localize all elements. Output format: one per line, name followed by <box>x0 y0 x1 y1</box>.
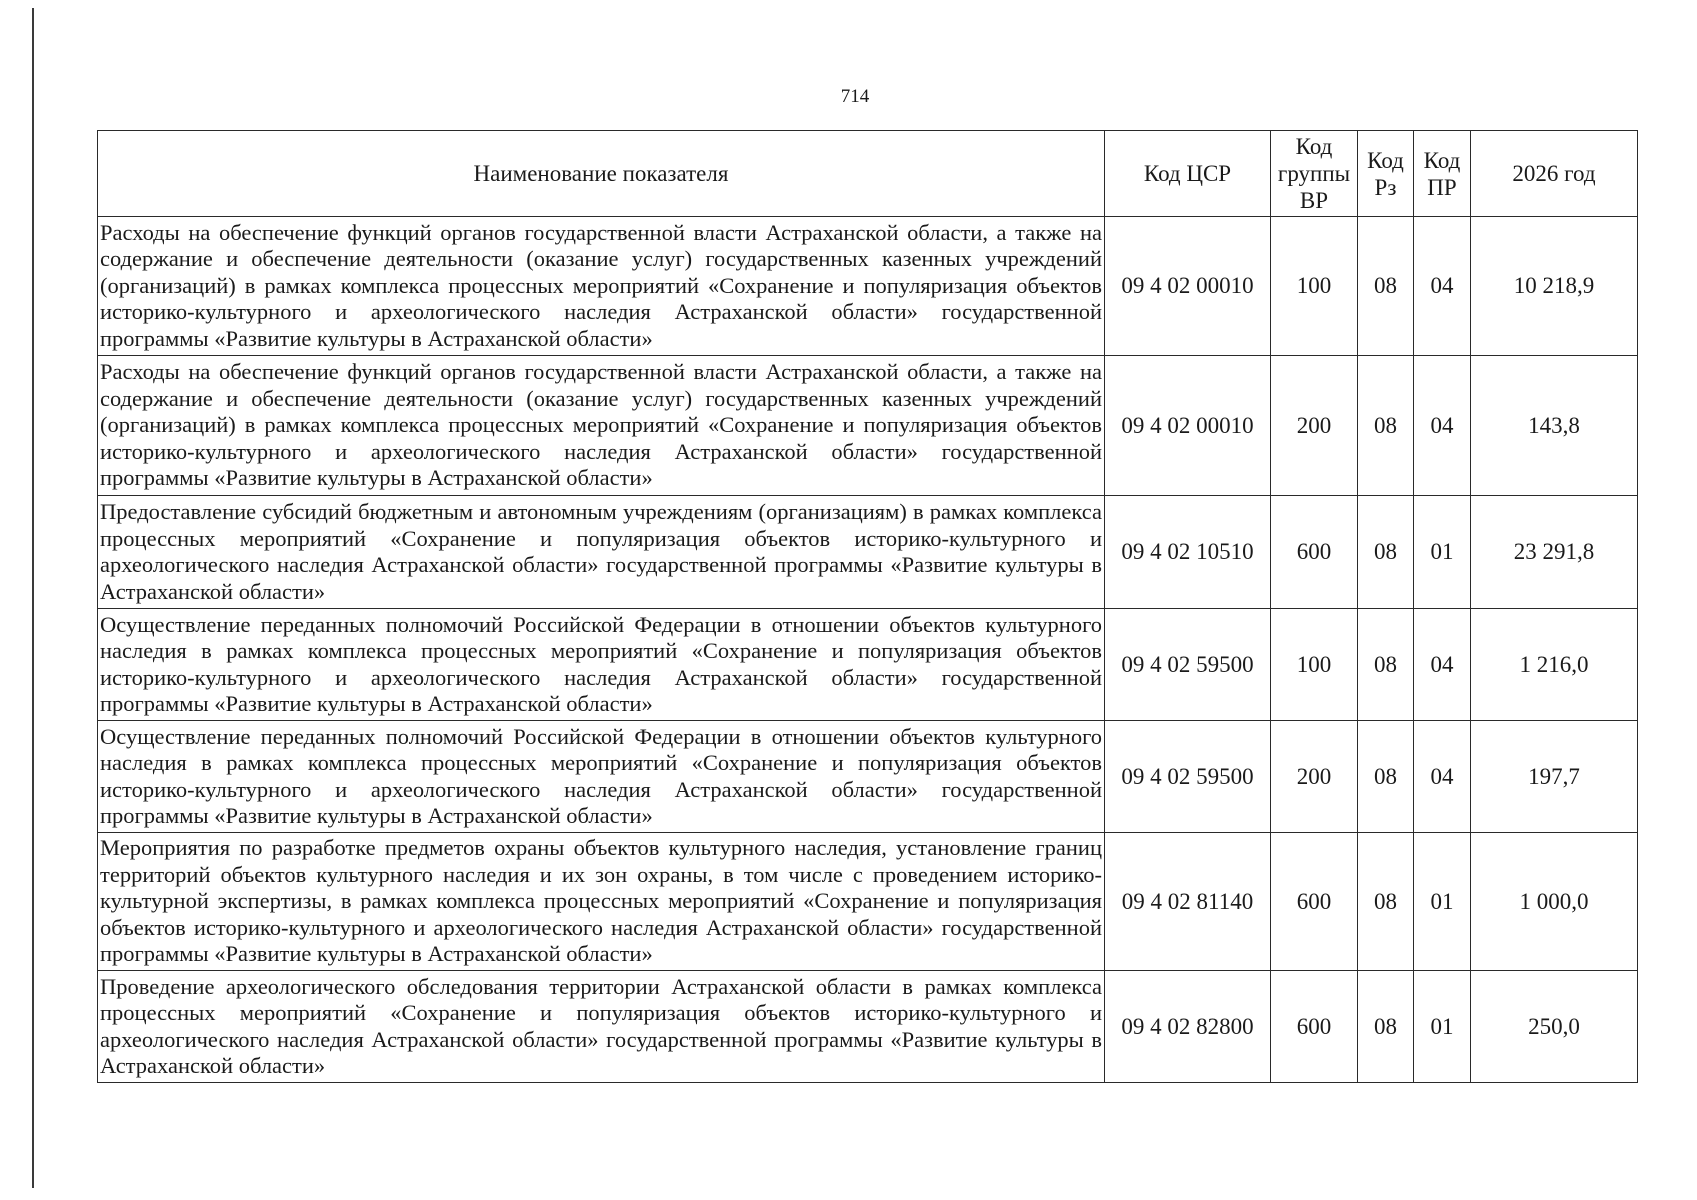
row-vr-code: 600 <box>1271 971 1358 1083</box>
row-pr-code: 01 <box>1414 496 1471 609</box>
table-row <box>98 609 1638 721</box>
header-pr-code: Код ПР <box>1414 131 1471 217</box>
row-rz-code: 08 <box>1358 217 1414 356</box>
row-value-2026: 250,0 <box>1471 971 1638 1083</box>
table-row <box>98 833 1638 971</box>
row-pr-code: 01 <box>1414 833 1471 971</box>
row-value-2026: 23 291,8 <box>1471 496 1638 609</box>
page-number: 714 <box>840 86 870 107</box>
row-pr-code: 01 <box>1414 971 1471 1083</box>
row-csr-code: 09 4 02 00010 <box>1105 356 1271 496</box>
row-vr-code: 600 <box>1271 496 1358 609</box>
table-row <box>98 721 1638 833</box>
row-pr-code: 04 <box>1414 356 1471 496</box>
table-body <box>98 217 1638 1083</box>
row-value-2026: 143,8 <box>1471 356 1638 496</box>
header-year-2026: 2026 год <box>1471 131 1638 217</box>
row-rz-code: 08 <box>1358 971 1414 1083</box>
row-name: Осуществление переданных полномочий Российской Федерации в отношении объектов культурного наследия в рамках комплекса процессных мероприятий «Сохранение и популяризация объектов историко-культурного и археологического наследия Астраханской области» государственной программы «Развитие культуры в Астраханской области» <box>98 609 1105 721</box>
row-value-2026: 1 216,0 <box>1471 609 1638 721</box>
row-name: Проведение археологического обследования территории Астраханской области в рамках комплекса процессных мероприятий «Сохранение и популяризация объектов историко-культурного и археологического наследия Астраханской области» государственной программы «Развитие культуры в Астраханской области» <box>98 971 1105 1083</box>
row-rz-code: 08 <box>1358 496 1414 609</box>
header-rz-code: Код Рз <box>1358 131 1414 217</box>
table-row <box>98 971 1638 1083</box>
row-csr-code: 09 4 02 10510 <box>1105 496 1271 609</box>
row-name: Осуществление переданных полномочий Российской Федерации в отношении объектов культурного наследия в рамках комплекса процессных мероприятий «Сохранение и популяризация объектов историко-культурного и археологического наследия Астраханской области» государственной программы «Развитие культуры в Астраханской области» <box>98 721 1105 833</box>
row-value-2026: 10 218,9 <box>1471 217 1638 356</box>
row-value-2026: 1 000,0 <box>1471 833 1638 971</box>
row-name: Расходы на обеспечение функций органов государственной власти Астраханской области, а также на содержание и обеспечение деятельности (оказание услуг) государственных казенных учреждений (организаций) в рамках комплекса процессных мероприятий «Сохранение и популяризация объектов историко-культурного и археологического наследия Астраханской области» государственной программы «Развитие культуры в Астраханской области» <box>98 217 1105 356</box>
row-vr-code: 200 <box>1271 356 1358 496</box>
table-header <box>98 131 1638 217</box>
header-row <box>98 131 1638 217</box>
table-row <box>98 217 1638 356</box>
row-rz-code: 08 <box>1358 609 1414 721</box>
header-name: Наименование показателя <box>98 131 1105 217</box>
row-name: Расходы на обеспечение функций органов государственной власти Астраханской области, а также на содержание и обеспечение деятельности (оказание услуг) государственных казенных учреждений (организаций) в рамках комплекса процессных мероприятий «Сохранение и популяризация объектов историко-культурного и археологического наследия Астраханской области» государственной программы «Развитие культуры в Астраханской области» <box>98 356 1105 496</box>
row-csr-code: 09 4 02 81140 <box>1105 833 1271 971</box>
row-csr-code: 09 4 02 59500 <box>1105 609 1271 721</box>
row-pr-code: 04 <box>1414 217 1471 356</box>
row-rz-code: 08 <box>1358 356 1414 496</box>
row-csr-code: 09 4 02 59500 <box>1105 721 1271 833</box>
row-csr-code: 09 4 02 00010 <box>1105 217 1271 356</box>
row-pr-code: 04 <box>1414 721 1471 833</box>
row-vr-code: 100 <box>1271 609 1358 721</box>
table-row <box>98 356 1638 496</box>
budget-table <box>97 130 1638 1083</box>
row-pr-code: 04 <box>1414 609 1471 721</box>
row-vr-code: 600 <box>1271 833 1358 971</box>
header-vr-group-code: Код группы ВР <box>1271 131 1358 217</box>
row-name: Предоставление субсидий бюджетным и автономным учреждениям (организациям) в рамках комплекса процессных мероприятий «Сохранение и популяризация объектов историко-культурного и археологического наследия Астраханской области» государственной программы «Развитие культуры в Астраханской области» <box>98 496 1105 609</box>
row-rz-code: 08 <box>1358 833 1414 971</box>
row-vr-code: 200 <box>1271 721 1358 833</box>
scan-edge-line <box>32 8 34 1188</box>
table-row <box>98 496 1638 609</box>
row-csr-code: 09 4 02 82800 <box>1105 971 1271 1083</box>
header-csr-code: Код ЦСР <box>1105 131 1271 217</box>
row-name: Мероприятия по разработке предметов охраны объектов культурного наследия, установление границ территорий объектов культурного наследия и их зон охраны, в том числе с проведением историко-культурной экспертизы, в рамках комплекса процессных мероприятий «Сохранение и популяризация объектов историко-культурного и археологического наследия Астраханской области» государственной программы «Развитие культуры в Астраханской области» <box>98 833 1105 971</box>
row-vr-code: 100 <box>1271 217 1358 356</box>
row-rz-code: 08 <box>1358 721 1414 833</box>
row-value-2026: 197,7 <box>1471 721 1638 833</box>
